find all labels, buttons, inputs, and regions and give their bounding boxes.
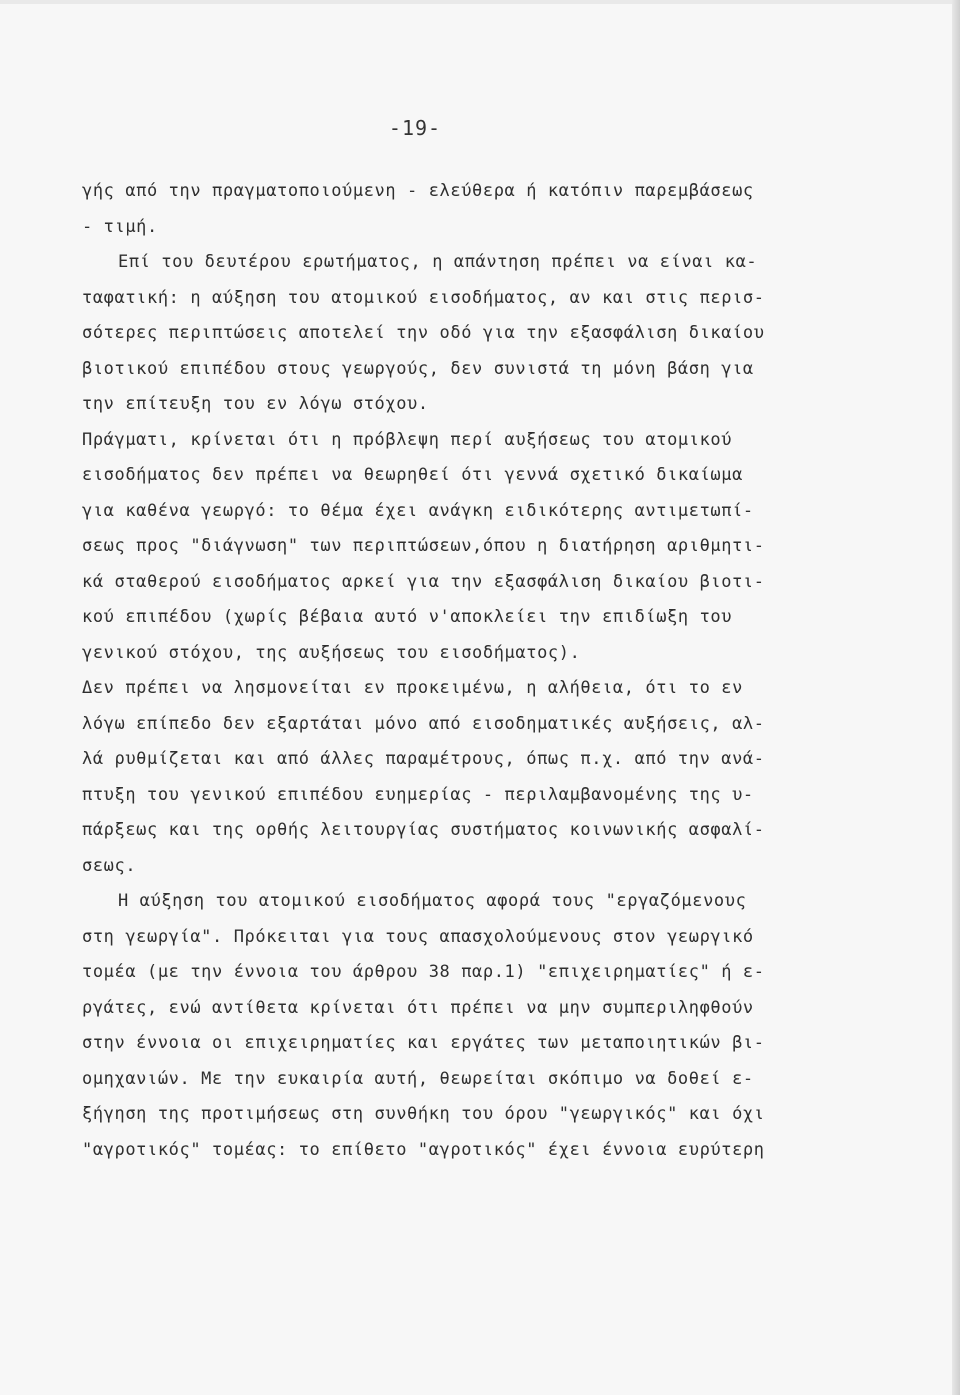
text-line: ργάτες, ενώ αντίθετα κρίνεται ότι πρέπει να μην συμπεριληφθούν [82, 997, 754, 1018]
text-line: στη γεωργία". Πρόκειται για τους απασχολούμενους στον γεωργικό [82, 926, 754, 947]
text-line: Επί του δευτέρου ερωτήματος, η απάντηση πρέπει να είναι κα- [118, 252, 758, 272]
text-line: Πράγματι, κρίνεται ότι η πρόβλεψη περί αυξήσεως του ατομικού [82, 429, 733, 450]
text-line: Δεν πρέπει να λησμονείται εν προκειμένω, η αλήθεια, ότι το εν [82, 678, 743, 698]
text-line: τομέα (με την έννοια του άρθρου 38 παρ.1) "επιχειρηματίες" ή ε- [82, 962, 765, 982]
text-line: στην έννοια οι επιχειρηματίες και εργάτες των μεταποιητικών βι- [82, 1033, 765, 1053]
text-line: για καθένα γεωργό: το θέμα έχει ανάγκη ειδικότερης αντιμετωπί- [82, 500, 754, 521]
text-line: ξήγηση της προτιμήσεως στη συνθήκη του όρου "γεωργικός" και όχι [82, 1104, 765, 1124]
text-line: την επίτευξη του εν λόγω στόχου. [82, 394, 429, 414]
text-line: Η αύξηση του ατομικού εισοδήματος αφορά τους "εργαζόμενους [118, 891, 747, 911]
text-line: σότερες περιπτώσεις αποτελεί την οδό για την εξασφάλιση δικαίου [82, 323, 765, 343]
body-text [82, 174, 852, 1168]
text-line: γής από την πραγματοποιούμενη - ελεύθερα ή κατόπιν παρεμβάσεως [82, 181, 754, 201]
text-line: γενικού στόχου, της αυξήσεως του εισοδήματος). [82, 642, 581, 663]
page-top-edge [0, 0, 960, 4]
text-line: σεως. [82, 855, 137, 876]
text-line: λά ρυθμίζεται και από άλλες παραμέτρους, όπως π.χ. από την ανά- [82, 749, 765, 769]
text-line: κού επιπέδου (χωρίς βέβαια αυτό ν'αποκλείει την επιδίωξη του [82, 607, 733, 627]
text-line: λόγω επίπεδο δεν εξαρτάται μόνο από εισοδηματικές αυξήσεις, αλ- [82, 713, 765, 734]
text-line: πτυξη του γενικού επιπέδου ευημερίας - περιλαμβανομένης της υ- [82, 784, 754, 805]
page-right-edge [952, 0, 960, 1395]
text-line: πάρξεως και της ορθής λειτουργίας συστήματος κοινωνικής ασφαλί- [82, 820, 765, 840]
page-number: -19- [388, 116, 442, 140]
text-line: "αγροτικός" τομέας: το επίθετο "αγροτικός" έχει έννοια ευρύτερη [82, 1139, 765, 1160]
text-line: ταφατική: η αύξηση του ατομικού εισοδήματος, αν και στις περισ- [82, 287, 765, 308]
text-line: κά σταθερού εισοδήματος αρκεί για την εξασφάλιση δικαίου βιοτι- [82, 571, 765, 592]
text-line: βιοτικού επιπέδου στους γεωργούς, δεν συνιστά τη μόνη βάση για [82, 358, 754, 379]
text-line: ομηχανιών. Με την ευκαιρία αυτή, θεωρείται σκόπιμο να δοθεί ε- [82, 1068, 754, 1089]
text-line: εισοδήματος δεν πρέπει να θεωρηθεί ότι γεννά σχετικό δικαίωμα [82, 465, 743, 485]
text-line: σεως προς "διάγνωση" των περιπτώσεων,όπου η διατήρηση αριθμητι- [82, 536, 765, 556]
text-line: - τιμή. [82, 216, 158, 237]
